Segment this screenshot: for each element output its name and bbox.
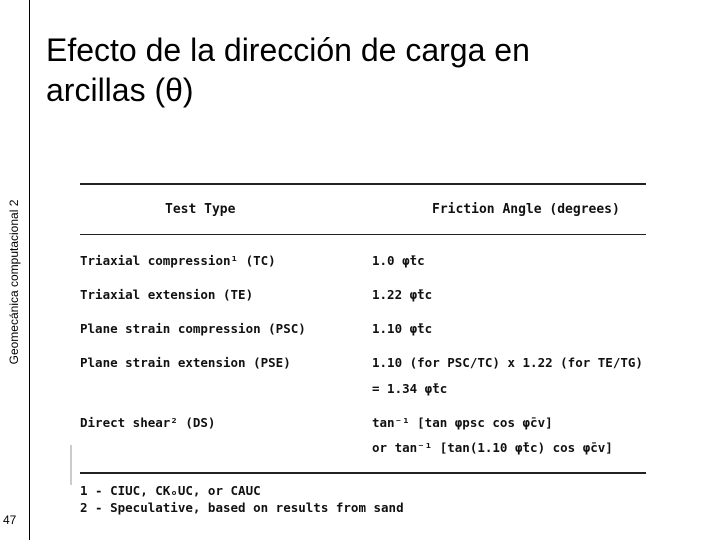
scan-mark: [70, 445, 72, 485]
row-pse-angle-cont: = 1.34 φ̄tc: [372, 381, 448, 396]
row-psc-angle: 1.10 φ̄tc: [372, 321, 433, 336]
slide-title: [46, 30, 686, 110]
table-header-rule: [80, 234, 646, 235]
sidebar: [0, 0, 30, 540]
row-ds-test: Direct shear² (DS): [80, 415, 216, 430]
friction-angle-table: [70, 175, 670, 520]
slide-title-line-1: Efecto de la dirección de carga en: [46, 32, 530, 68]
header-test-type: Test Type: [165, 202, 236, 217]
footnote-2: 2 - Speculative, based on results from sand: [80, 500, 404, 515]
row-ds-angle-cont: or tan⁻¹ [tan(1.10 φ̄tc) cos φ̄cv]: [372, 440, 613, 455]
row-te-angle: 1.22 φ̄tc: [372, 287, 433, 302]
row-tc-test: Triaxial compression¹ (TC): [80, 253, 276, 268]
row-te-test: Triaxial extension (TE): [80, 287, 254, 302]
page-number: 47: [3, 513, 17, 527]
row-psc-test: Plane strain compression (PSC): [80, 321, 306, 336]
row-pse-test: Plane strain extension (PSE): [80, 355, 291, 370]
header-friction-angle: Friction Angle (degrees): [432, 202, 620, 217]
course-label: Geomecánica computacional 2: [7, 199, 21, 365]
slide-title-line-2: arcillas (θ): [46, 72, 194, 108]
table-top-rule: [80, 183, 646, 185]
row-tc-angle: 1.0 φ̄tc: [372, 253, 425, 268]
row-ds-angle: tan⁻¹ [tan φpsc cos φ̄cv]: [372, 415, 553, 430]
footnote-1: 1 - CIUC, CKₒUC, or CAUC: [80, 483, 261, 498]
table-bottom-rule: [80, 472, 646, 474]
row-pse-angle: 1.10 (for PSC/TC) x 1.22 (for TE/TG): [372, 355, 643, 370]
